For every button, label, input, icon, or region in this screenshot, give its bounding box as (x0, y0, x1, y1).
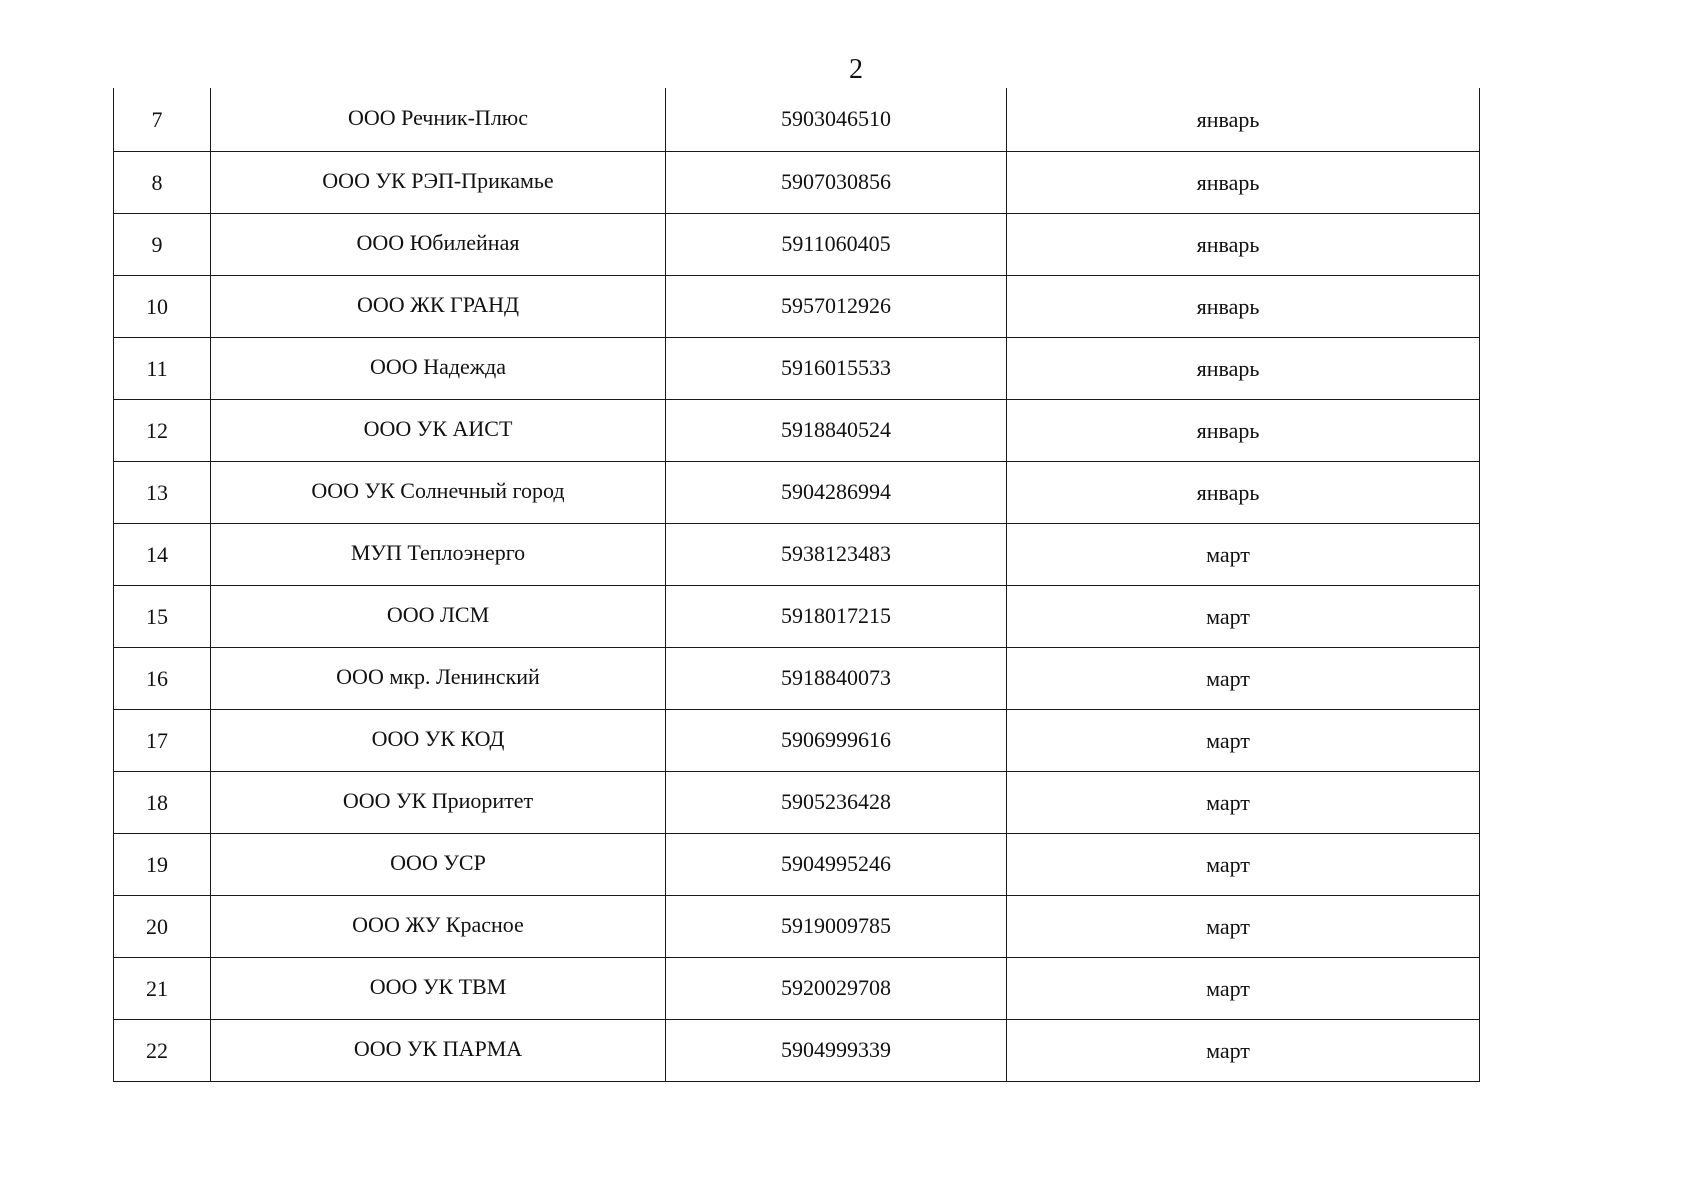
table-row (114, 772, 1480, 834)
month: март (1007, 710, 1480, 772)
organization-name: ООО УК АИСТ (211, 400, 666, 462)
row-number: 13 (114, 462, 211, 524)
table-row (114, 276, 1480, 338)
month: март (1007, 896, 1480, 958)
inn-code: 5903046510 (666, 88, 1007, 152)
organization-name: МУП Теплоэнерго (211, 524, 666, 586)
month: март (1007, 1020, 1480, 1082)
table-row (114, 710, 1480, 772)
month: март (1007, 524, 1480, 586)
row-number: 14 (114, 524, 211, 586)
table-row (114, 1020, 1480, 1082)
table-row (114, 896, 1480, 958)
table-row (114, 524, 1480, 586)
month: январь (1007, 88, 1480, 152)
inn-code: 5904995246 (666, 834, 1007, 896)
month: март (1007, 958, 1480, 1020)
table-row (114, 88, 1480, 152)
row-number: 16 (114, 648, 211, 710)
table-row (114, 214, 1480, 276)
organizations-table-container (113, 88, 1479, 1082)
inn-code: 5905236428 (666, 772, 1007, 834)
inn-code: 5920029708 (666, 958, 1007, 1020)
organization-name: ООО Надежда (211, 338, 666, 400)
month: январь (1007, 338, 1480, 400)
organization-name: ООО ЛСМ (211, 586, 666, 648)
inn-code: 5918017215 (666, 586, 1007, 648)
page-number: 2 (849, 54, 863, 85)
month: январь (1007, 152, 1480, 214)
organization-name: ООО Юбилейная (211, 214, 666, 276)
organization-name: ООО УК ПАРМА (211, 1020, 666, 1082)
table-row (114, 648, 1480, 710)
inn-code: 5906999616 (666, 710, 1007, 772)
inn-code: 5918840073 (666, 648, 1007, 710)
inn-code: 5911060405 (666, 214, 1007, 276)
row-number: 10 (114, 276, 211, 338)
organization-name: ООО УК РЭП-Прикамье (211, 152, 666, 214)
inn-code: 5907030856 (666, 152, 1007, 214)
inn-code: 5938123483 (666, 524, 1007, 586)
organization-name: ООО ЖУ Красное (211, 896, 666, 958)
row-number: 9 (114, 214, 211, 276)
row-number: 8 (114, 152, 211, 214)
row-number: 12 (114, 400, 211, 462)
organizations-table (113, 88, 1480, 1082)
row-number: 20 (114, 896, 211, 958)
row-number: 17 (114, 710, 211, 772)
month: март (1007, 586, 1480, 648)
organization-name: ООО ЖК ГРАНД (211, 276, 666, 338)
inn-code: 5957012926 (666, 276, 1007, 338)
table-row (114, 958, 1480, 1020)
row-number: 15 (114, 586, 211, 648)
organization-name: ООО УК КОД (211, 710, 666, 772)
organization-name: ООО УК Приоритет (211, 772, 666, 834)
inn-code: 5919009785 (666, 896, 1007, 958)
table-row (114, 834, 1480, 896)
organization-name: ООО Речник-Плюс (211, 88, 666, 152)
organization-name: ООО УК Солнечный город (211, 462, 666, 524)
month: январь (1007, 400, 1480, 462)
table-row (114, 586, 1480, 648)
month: январь (1007, 214, 1480, 276)
row-number: 18 (114, 772, 211, 834)
table-row (114, 152, 1480, 214)
organization-name: ООО мкр. Ленинский (211, 648, 666, 710)
row-number: 7 (114, 88, 211, 152)
table-row (114, 462, 1480, 524)
inn-code: 5916015533 (666, 338, 1007, 400)
row-number: 21 (114, 958, 211, 1020)
month: январь (1007, 462, 1480, 524)
row-number: 19 (114, 834, 211, 896)
row-number: 11 (114, 338, 211, 400)
month: январь (1007, 276, 1480, 338)
inn-code: 5904286994 (666, 462, 1007, 524)
table-row (114, 400, 1480, 462)
table-body (114, 88, 1480, 1082)
inn-code: 5918840524 (666, 400, 1007, 462)
month: март (1007, 834, 1480, 896)
organization-name: ООО УСР (211, 834, 666, 896)
table-row (114, 338, 1480, 400)
month: март (1007, 772, 1480, 834)
row-number: 22 (114, 1020, 211, 1082)
organization-name: ООО УК ТВМ (211, 958, 666, 1020)
inn-code: 5904999339 (666, 1020, 1007, 1082)
month: март (1007, 648, 1480, 710)
